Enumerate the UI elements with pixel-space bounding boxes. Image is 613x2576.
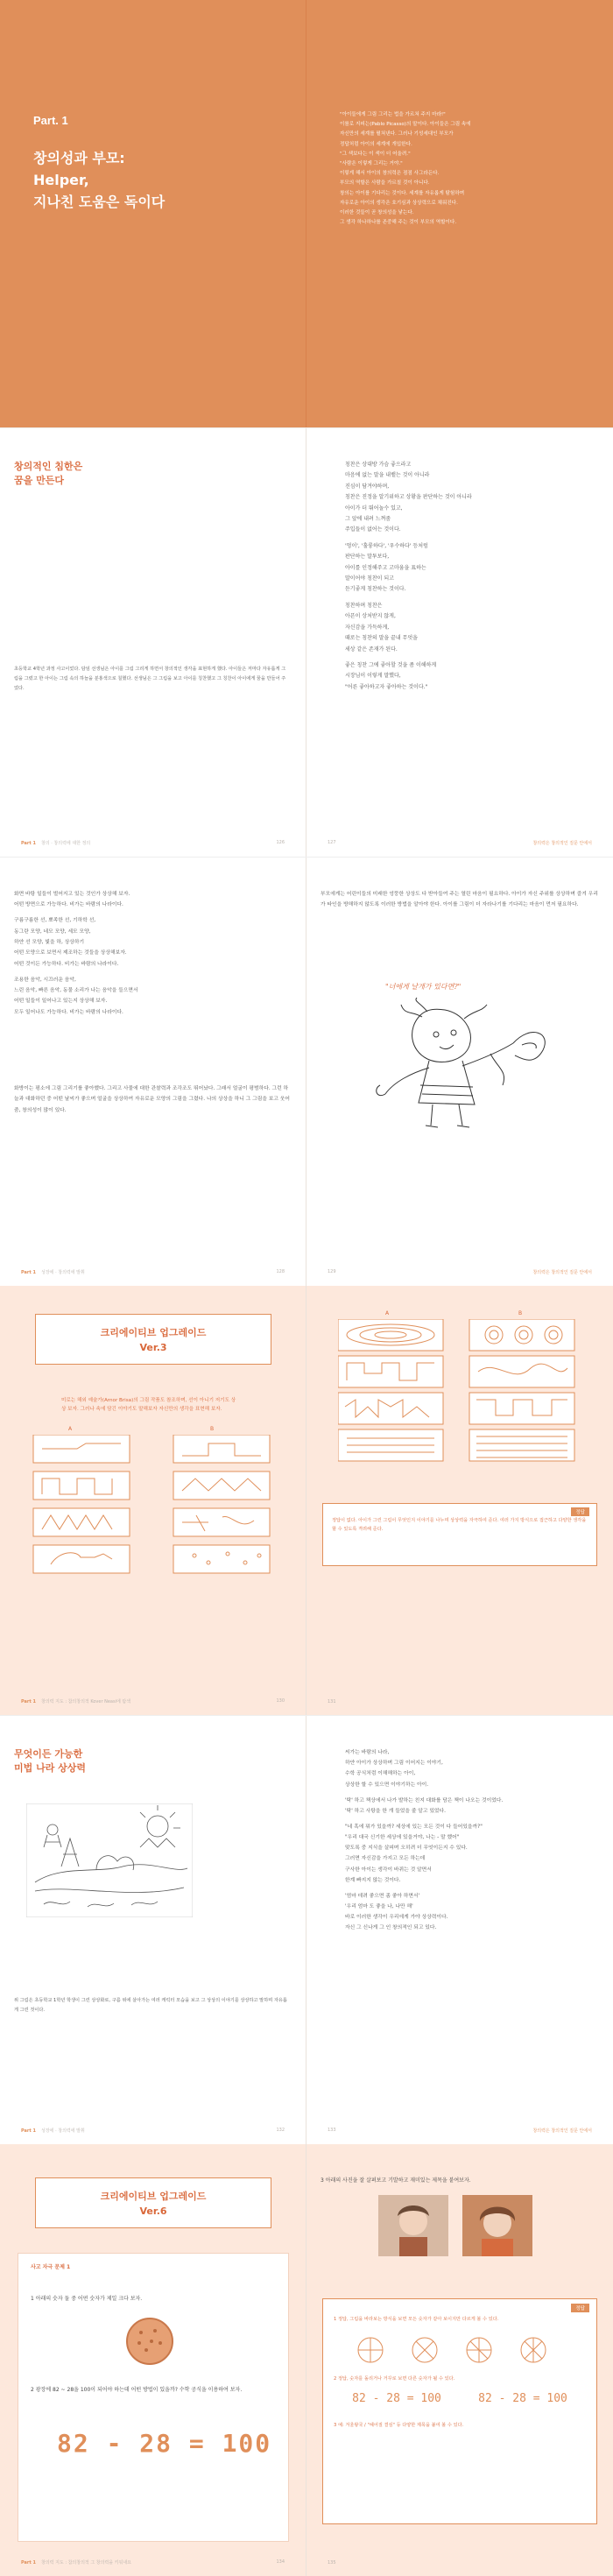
text-line: '엄마 데려 좋으면 좀 좋아 하면서' (345, 1893, 420, 1899)
drawing-caption: 위 그림은 초등학교 1학년 학생이 그린 상상화로, 구름 위에 살아가는 여러 캐릭터 모습을 보고 그 상상의 이야기를 상상하고 말하며 자유롭게 그린 것이다. (14, 1998, 287, 2013)
spread-4 (0, 1286, 613, 1715)
footer-chapter: 창의력 지도 : 참의창의적 그 창의력을 키워내요 (40, 2560, 131, 2565)
text-line: 그러면 자신감을 가지고 모든 하는데 (345, 1856, 426, 1862)
page-number: 133 (328, 2128, 336, 2133)
footer-part: Part 1 (21, 1270, 36, 1275)
section-heading-line2: 꿈을 만든다 (14, 475, 64, 486)
footer-chapter: 창의력 지도 : 참의창의적 Kover Neasi에 탐색 (40, 1699, 131, 1704)
page-129 (306, 857, 613, 1286)
poem-line: 칭찬은 상대방 가슴 좋으라고 (345, 462, 412, 468)
page-number: 126 (276, 840, 285, 845)
text-line: '탁' 하고 사탕을 한 개 들었을 줄 알고 있었다. (345, 1808, 446, 1814)
intro-paragraph: 초등학교 4학년 과정 사고이었다. 담임 선생님은 아이를 그림 그리게 하면서 창의적인 생각을 표현하게 했다. 아이들은 저마다 자유롭게 그림을 그렸고 한 아이는 그림 속의 하늘을 분홍색으로 칠했다. 선생님은 그 그림을 보고 아이를 칭찬했고 그 칭찬이 아이에게 꿈을 만들어 주었다. (14, 667, 286, 691)
footer-left (21, 1269, 285, 1275)
text-line: 구름구름한 선, 뾰족한 선, 기하학 선, (14, 918, 96, 924)
poem-line: "어른 좋아하고자 좋아하는 것이다." (345, 683, 428, 690)
pattern-grid-a (25, 1435, 282, 1575)
page-number: 130 (276, 1698, 285, 1704)
quote-line: "아이들에게 그림 그리는 법을 가르쳐 주지 마라!" (340, 112, 446, 117)
text-line: 한계 빠지지 않는 것이다. (345, 1877, 401, 1883)
spread-1 (0, 0, 613, 427)
section-label: 사고 자극 문제 1 (31, 2264, 71, 2270)
poem-line: 아이를 인정해주고 고마움을 표하는 (345, 564, 426, 571)
footer-chapter: 성장에 · 창의력에 발휘 (40, 1270, 85, 1275)
part-label: Part. 1 (33, 114, 68, 127)
tip-box (322, 1503, 597, 1566)
poem-line: 자신감을 가득하게, (345, 624, 390, 631)
child-drawing-island (26, 1803, 193, 1917)
text-line: 느린 음악, 빠른 음악, 동물 소리가 나는 음악을 들으면서 (14, 987, 138, 993)
page-133 (306, 1716, 613, 2144)
footer-left (21, 840, 285, 846)
tip-text: 정답이 없다. 아이가 그린 그림이 무엇인지 이야기를 나누며 상상력을 자극하여 준다. 여러 가지 방식으로 접근하고 다양한 생각을 할 수 있도록 격려해 준다. (332, 1518, 587, 1532)
poem-line: 아이가 더 뛰어놀수 있고, (345, 505, 403, 512)
upgrade-version: Ver.3 (139, 1342, 167, 1353)
text-line: 수학 공식처럼 이해해하는 아이, (345, 1771, 416, 1777)
story-paragraph: 화방이는 평소에 그림 그리기를 좋아했다. 그리고 사물에 대한 관찰력과 조각조도 뛰어났다. 그래서 얼굴이 평범하다. 그런 하늘과 대화하던 중 어떤 날씨가 좋으며 얼굴을 상상하여 자유로운 모양의 그림을 그렸다. 나의 상상을 하니 그 그림을 보고 웃어줌, 창의성이 많이 있다. (14, 1086, 291, 1113)
footer-part: Part 1 (21, 2128, 36, 2134)
quote-line: 자신만의 세계를 펼쳐낸다. 그러나 기성세대인 부모가 (340, 131, 454, 138)
footer-chapter: 창의력은 창의적인 질문 안에서 (532, 2128, 592, 2134)
upgrade-title-box (35, 2177, 271, 2228)
tip-label: 정답 (571, 1507, 589, 1516)
pattern-grid-b (338, 1319, 583, 1494)
poem-line: 좋은 칭찬 그에 좋아할 것을 좀 이해하게 (345, 661, 437, 668)
text-line: 바로 이러한 생각이 우리에게 가야 상상력이다. (345, 1915, 448, 1921)
quote-line: "그 색보다는 이 색이 더 어울려." (340, 151, 411, 157)
upgrade-title-box (35, 1314, 271, 1365)
text-block (14, 889, 294, 1018)
text-line: 하얀 아이가 상상하며 그림 이어지는 이야기, (345, 1761, 443, 1767)
poem-line: 때로는 칭찬의 말을 끝내 무엇을 (345, 635, 418, 642)
poem (345, 460, 590, 693)
text-line: "우리 대국 신기한 세상에 있을거야, 나는 - 말 했어" (345, 1835, 460, 1841)
text-line: '우리 엄마 도 좋을 나, 나만 해' (345, 1904, 413, 1910)
quote-line: 이렇게 해서 아이의 창의력은 점점 사그라든다. (340, 171, 440, 177)
part-title (33, 147, 165, 213)
poem-line: 세상 같은 존재가 된다. (345, 646, 398, 653)
answer-3: 3 예: 겨울왕국 / "헤어질 결심" 등 다양한 제목을 붙여 볼 수 있다. (334, 2423, 464, 2428)
upgrade-version: Ver.6 (139, 2205, 167, 2217)
spread-3 (0, 857, 613, 1286)
footer-right (328, 2560, 592, 2565)
upgrade-title: 크리에이티브 업그레이드 (100, 2191, 207, 2202)
text-line: '탁' 하고 책상에서 나가 발하는 친지 대화를 담은 책이 나오는 것이었다. (345, 1797, 504, 1803)
tip-label: 정답 (571, 2304, 589, 2312)
intro-quote (340, 110, 594, 228)
worksheet (18, 2253, 289, 2542)
footer-right (328, 1699, 592, 1704)
text-line: 어떤 방면으로 가능하다. 비가는 바람의 나라이다. (14, 902, 123, 908)
page-122 (0, 0, 306, 427)
poem-line: 아픈이 상처받지 않게, (345, 613, 396, 620)
footer-right (328, 1269, 592, 1275)
text-line: 씨가는 바람의 나라, (345, 1750, 390, 1755)
parent-paragraph: 부모에게는 어린이들의 미래한 엉뚱한 상상도 다 받아들여 주는 열린 마음이 필요하다. 아이가 자신 주위를 상상하며 즐겨 우리가 타인을 방해하지 않도록 이러한 방법을 알아야 한다. 아이를 그림이 더 자라나기를 기다리는 마음이 먼저 필요하다. (321, 892, 598, 908)
equation-display: 82 - 28 = 100 (57, 2429, 272, 2458)
text-line: 자신 그 신나게 그 인 창의적인 되고 있다. (345, 1925, 437, 1931)
page-123 (306, 0, 613, 427)
page-number: 134 (276, 2559, 285, 2565)
quote-line: 창의는 아이를 기다리는 것이다. 세계를 자유롭게 탐험하며 (340, 190, 465, 196)
poem-line: 마음에 없는 말을 내뱉는 것이 아니라 (345, 472, 430, 479)
footer-left-meta (21, 1698, 130, 1704)
footer-chapter: 창의력은 창의적인 질문 안에서 (532, 1270, 592, 1275)
question-3: 3 아래의 사진을 잘 살펴보고 기발하고 재미있는 제목을 붙여보자. (321, 2177, 471, 2184)
text-line: 맞도록 중 지식을 살피며 오히려 더 무엇이든지 수 있다. (345, 1846, 468, 1852)
text-line: 조용한 음악, 시끄러운 음악, (14, 977, 76, 983)
spread-2 (0, 427, 613, 857)
footer-left-meta (21, 2128, 85, 2134)
poem-line: 시장님이 이렇게 말했다, (345, 673, 401, 680)
poem-line: 그 앞에 내려 느껴줌 (345, 516, 391, 523)
answer-equations (334, 2392, 586, 2405)
page-number: 127 (328, 840, 336, 845)
drawing-caption: "너에게 날개가 있다면?" (385, 983, 462, 991)
page-number: 129 (328, 1269, 336, 1274)
footer-right (328, 840, 592, 846)
footer-part: Part 1 (21, 841, 36, 846)
page-126 (0, 428, 306, 857)
answer-equation-a: 82 - 28 = 100 (352, 2392, 441, 2405)
question-2: 2 광장에 82 ~ 28을 100이 되어야 하는데 어떤 방법이 있을까? 수학 공식을 이용하여 보자. (31, 2387, 243, 2393)
text-line: 화면 바탕 일들이 벌어지고 있는 것인가 상상해 보자. (14, 892, 130, 897)
text-line: 상상한 할 수 있으면 이야기하는 아이. (345, 1782, 429, 1788)
page-130 (0, 1286, 306, 1715)
quote-line: 이러한 것들이 곧 창의성을 낳는다. (340, 210, 414, 216)
quote-line: "사람은 이렇게 그리는 거야." (340, 161, 403, 167)
upgrade-title: 크리에이티브 업그레이드 (100, 1327, 207, 1338)
cookie-answer-row (355, 2334, 574, 2366)
poem-line: 말이어야 칭찬이 되고 (345, 575, 394, 582)
answer-2: 2 정답, 숫자를 돌리거나 거꾸로 보면 다른 숫자가 될 수 있다. (334, 2376, 455, 2382)
page-132 (0, 1716, 306, 2144)
poem-line: 진심이 담겨야하며, (345, 483, 390, 490)
spread-5 (0, 1715, 613, 2144)
page-131 (306, 1286, 613, 1715)
page-number: 131 (328, 1699, 336, 1704)
page-135 (306, 2144, 613, 2576)
page-number: 128 (276, 1269, 285, 1274)
footer-right (328, 2128, 592, 2134)
answer-1: 1 정답, 그림을 바라보는 방식을 보면 모든 숫자가 같아 보이지만 다르게 볼 수 있다. (334, 2317, 499, 2322)
cookie-icon (123, 2315, 176, 2368)
footer-left-meta (21, 840, 90, 846)
footer-chapter: 창의력은 창의적인 질문 안에서 (532, 841, 592, 846)
child-drawing-angel (359, 998, 560, 1138)
page-128 (0, 857, 306, 1286)
label-a: A (385, 1310, 390, 1316)
text-line: 어떤 일들이 일어나고 있는지 상상해 보자. (14, 999, 108, 1005)
quote-line: 이를로 지피는(Pablo Picasso)의 말이다. 아이들은 그림 속에 (340, 122, 471, 128)
quote-line: 부모의 역할은 사람을 가르칠 것이 아니다. (340, 180, 430, 187)
footer-left (21, 2128, 285, 2134)
section-heading-line2: 미법 나라 상상력 (14, 1762, 87, 1774)
text-line: 구사한 아이는 생각이 바뀌는 것 알면서 (345, 1867, 432, 1873)
quote-line: 그 생각 하나하나를 존중해 주는 것이 부모의 역할이다. (340, 220, 457, 226)
footer-left (21, 1698, 285, 1704)
part-title-line3: 지나친 도움은 독이다 (33, 194, 166, 210)
activity-instruction: 미로는 해외 예술가(Arnor Brisa)의 그림 작품도 참조하며, 선이 아니기 저기도 상상 보자. 그러나 속에 담긴 이야기도 말해보자 자신만의 생각을 표현해 보자. (61, 1398, 236, 1412)
label-b: B (210, 1426, 215, 1432)
answer-equation-b: 82 - 28 = 100 (478, 2392, 567, 2405)
text-line: 모두 일어나도 가능하다. 비가는 바람의 나라이다. (14, 1009, 123, 1015)
part-title-line2: Helper, (33, 172, 89, 188)
page-134 (0, 2144, 306, 2576)
section-heading-line1: 창의적인 침한은 (14, 461, 83, 472)
quote-line: 자유로운 아이의 생각은 호기심과 상상력으로 채워진다. (340, 200, 458, 206)
page-number: 135 (328, 2560, 336, 2565)
section-heading (14, 1747, 86, 1775)
page-127 (306, 428, 613, 857)
footer-chapter: 성장에 · 창의력에 발휘 (40, 2128, 85, 2134)
quote-line: 정답처럼 아이의 세계에 개입한다. (340, 141, 412, 147)
poem-line: 칭찬은 진정을 알기위하고 상황을 판단하는 것이 아니라 (345, 494, 472, 501)
poem-line: '멍이', '훌륭하다', '우수하다' 등처럼 (345, 542, 428, 549)
photo-child-1 (378, 2195, 448, 2256)
poem-line: 칭찬하며 칭찬은 (345, 602, 383, 609)
footer-left (21, 2559, 285, 2565)
footer-chapter: 창의 · 창의력에 대한 정의 (40, 841, 91, 846)
label-b: B (518, 1310, 523, 1316)
part-title-line1: 창의성과 부모: (33, 150, 125, 166)
text-line: 어떤 모양으로 보면서 제조하는 것들을 상상해보자. (14, 950, 127, 956)
footer-part: Part 1 (21, 2560, 36, 2565)
poem-line: 듣기좋게 칭찬하는 것이다. (345, 586, 406, 593)
text-line: 하얀 선 모양, 빛을 하, 상상하기 (14, 939, 85, 945)
question-1: 1 아래의 숫자 둘 중 어떤 숫자가 제일 크다 보자. (31, 2296, 143, 2302)
photo-child-2 (462, 2195, 532, 2256)
text-line: 동그란 모양, 네모 모양, 세모 모양, (14, 928, 91, 935)
footer-part: Part 1 (21, 1699, 36, 1704)
label-a: A (68, 1426, 73, 1432)
spread-6 (0, 2144, 613, 2576)
answer-box (322, 2298, 597, 2524)
page-number: 132 (276, 2128, 285, 2133)
footer-left-meta (21, 2559, 131, 2565)
text-block (345, 1747, 599, 1934)
poem-line: 판단하는 말투보다, (345, 554, 390, 561)
text-line: "네 혹에 뭐가 있을까? 세상에 있는 모든 것이 다 들어있을까?" (345, 1824, 483, 1830)
section-heading (14, 460, 82, 488)
text-line: 어떤 것이든 가능하다. 비가는 바람의 나라이다. (14, 961, 119, 967)
poem-line: 주입들이 없어는 것이다. (345, 526, 401, 533)
section-heading-line1: 무엇이든 가능한 (14, 1748, 83, 1760)
footer-left-meta (21, 1269, 85, 1275)
